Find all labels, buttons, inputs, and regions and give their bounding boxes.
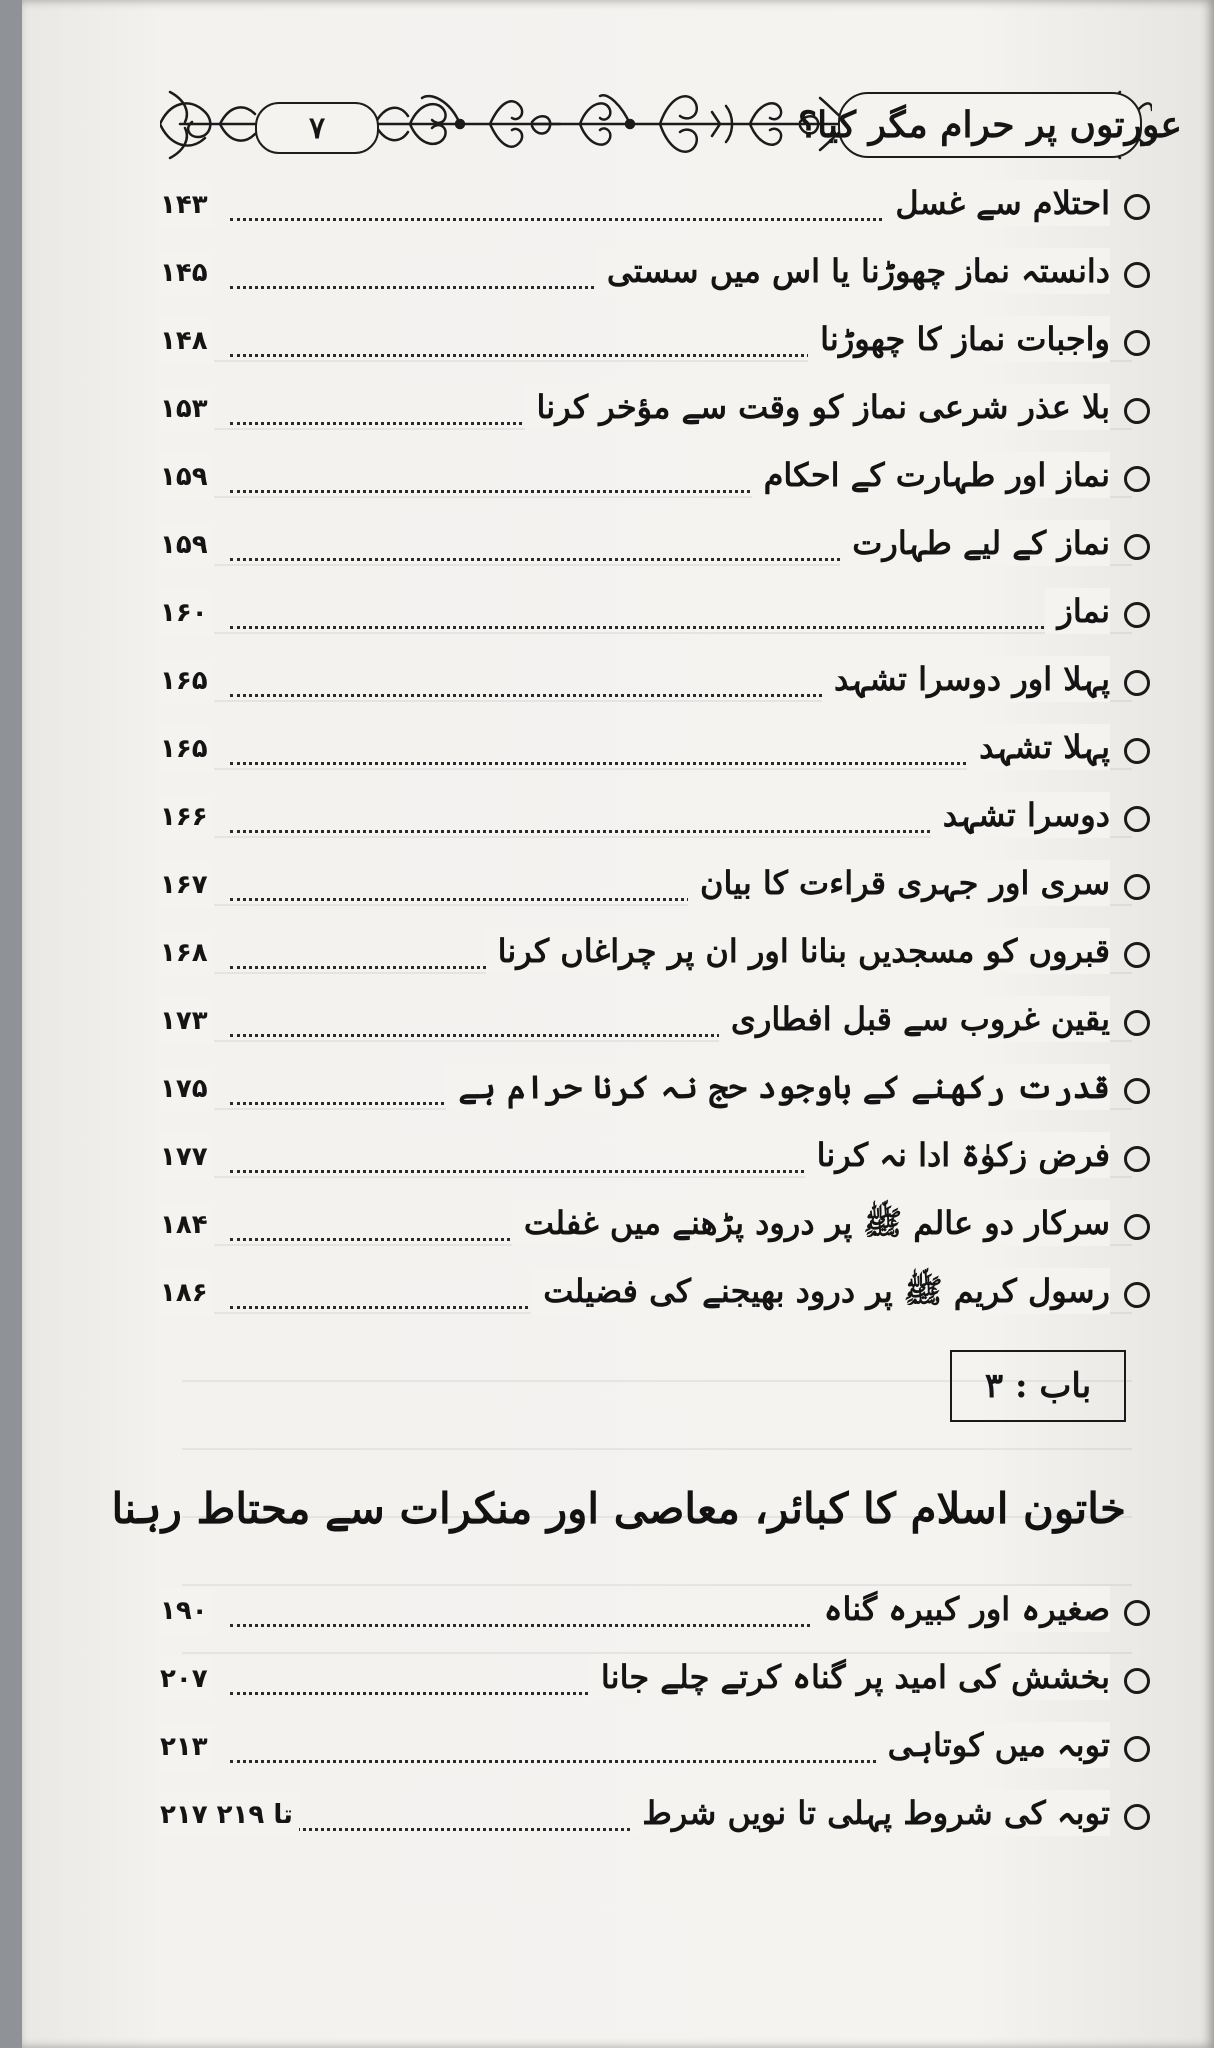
- toc-entry[interactable]: [160, 790, 1150, 858]
- circle-bullet-icon: [1124, 942, 1150, 968]
- entry-page-number: ۱۷۳: [160, 998, 214, 1044]
- page-number-frame: [255, 102, 379, 154]
- entry-title: بلا عذر شرعی نماز کو وقت سے مؤخر کرنا: [525, 384, 1110, 430]
- toc-entry[interactable]: [160, 450, 1150, 518]
- circle-bullet-icon: [1124, 670, 1150, 696]
- entry-title: صغیرہ اور کبیرہ گناہ: [812, 1586, 1110, 1632]
- toc-list-chapter-3: [160, 1584, 1150, 1856]
- entry-title: توبہ میں کوتاہی: [876, 1722, 1110, 1768]
- book-page: [22, 0, 1214, 2048]
- circle-bullet-icon: [1124, 874, 1150, 900]
- toc-entry[interactable]: [160, 1788, 1150, 1856]
- entry-page-number: ۱۶۷: [160, 862, 214, 908]
- entry-page-number: ۱۵۹: [160, 454, 214, 500]
- toc-entry[interactable]: [160, 586, 1150, 654]
- entry-title: توبہ کی شروط پہلی تا نویں شرط: [630, 1790, 1110, 1836]
- entry-page-number: ۱۵۳: [160, 386, 214, 432]
- entry-title: رسول کریم ﷺ پر درود بھیجنے کی فضیلت: [531, 1268, 1110, 1314]
- circle-bullet-icon: [1124, 1010, 1150, 1036]
- circle-bullet-icon: [1124, 194, 1150, 220]
- entry-title: سرکار دو عالم ﷺ پر درود پڑھنے میں غفلت: [512, 1200, 1110, 1246]
- entry-page-number: ۱۵۹: [160, 522, 214, 568]
- entry-title: واجبات نماز کا چھوڑنا: [808, 316, 1110, 362]
- chapter-title: خاتون اسلام کا کبائر، معاصی اور منکرات سے محتاط رہنا: [111, 1484, 1126, 1533]
- toc-entry[interactable]: [160, 1584, 1150, 1652]
- toc-entry[interactable]: [160, 314, 1150, 382]
- page-number: ۷: [308, 110, 326, 146]
- running-title: عورتوں پر حرام مگر کیا؟: [797, 104, 1183, 146]
- circle-bullet-icon: [1124, 1600, 1150, 1626]
- circle-bullet-icon: [1124, 1804, 1150, 1830]
- circle-bullet-icon: [1124, 466, 1150, 492]
- entry-page-number: ۱۶۵: [160, 658, 214, 704]
- chapter-number-box: [950, 1350, 1126, 1422]
- entry-page-number: ۱۶۸: [160, 930, 214, 976]
- toc-list: [160, 178, 1150, 1334]
- circle-bullet-icon: [1124, 1214, 1150, 1240]
- circle-bullet-icon: [1124, 262, 1150, 288]
- entry-title: سری اور جہری قراءت کا بیان: [688, 860, 1110, 906]
- entry-page-number: ۱۴۸: [160, 318, 214, 364]
- entry-title: نماز کے لیے طہارت: [840, 520, 1110, 566]
- circle-bullet-icon: [1124, 1078, 1150, 1104]
- toc-entry[interactable]: [160, 518, 1150, 586]
- entry-title: نماز: [1045, 588, 1110, 634]
- circle-bullet-icon: [1124, 1668, 1150, 1694]
- entry-title: قبروں کو مسجدیں بنانا اور ان پر چراغاں کرنا: [486, 928, 1110, 974]
- entry-title: نماز اور طہارت کے احکام: [752, 452, 1110, 498]
- toc-entry[interactable]: [160, 722, 1150, 790]
- entry-title: احتلام سے غسل: [883, 180, 1110, 226]
- toc-entry[interactable]: [160, 246, 1150, 314]
- toc-entry[interactable]: [160, 858, 1150, 926]
- toc-entry[interactable]: [160, 1266, 1150, 1334]
- circle-bullet-icon: [1124, 1146, 1150, 1172]
- circle-bullet-icon: [1124, 330, 1150, 356]
- entry-title: فرض زکوٰۃ ادا نہ کرنا: [805, 1132, 1110, 1178]
- entry-page-number: ۲۱۳: [160, 1724, 214, 1770]
- circle-bullet-icon: [1124, 1736, 1150, 1762]
- toc-entry[interactable]: [160, 382, 1150, 450]
- entry-page-number: ۱۹۰: [160, 1588, 214, 1634]
- entry-page-number: ۱۶۰: [160, 590, 214, 636]
- toc-entry[interactable]: [160, 178, 1150, 246]
- dot-leader: [230, 626, 1110, 629]
- toc-entry[interactable]: [160, 1198, 1150, 1266]
- circle-bullet-icon: [1124, 534, 1150, 560]
- entry-page-number: ۱۴۵: [160, 250, 214, 296]
- circle-bullet-icon: [1124, 738, 1150, 764]
- toc-entry[interactable]: [160, 1130, 1150, 1198]
- toc-entry[interactable]: [160, 994, 1150, 1062]
- entry-page-number: ۱۶۵: [160, 726, 214, 772]
- running-title-frame: [797, 92, 1183, 158]
- entry-title: قدرت رکھنے کے باوجود حج نہ کرنا حرام ہے: [446, 1064, 1110, 1110]
- circle-bullet-icon: [1124, 398, 1150, 424]
- toc-entry[interactable]: [160, 1652, 1150, 1720]
- entry-page-number: ۲۰۷: [160, 1656, 214, 1702]
- toc-entry[interactable]: [160, 1062, 1150, 1130]
- toc-entry[interactable]: [160, 926, 1150, 994]
- entry-title: دوسرا تشہد: [931, 792, 1110, 838]
- entry-page-number: ۱۸۴: [160, 1202, 214, 1248]
- entry-page-number: ۱۸۶: [160, 1270, 214, 1316]
- entry-title: یقین غروب سے قبل افطاری: [719, 996, 1110, 1042]
- entry-title: پہلا اور دوسرا تشہد: [822, 656, 1110, 702]
- circle-bullet-icon: [1124, 806, 1150, 832]
- entry-page-number: ۱۷۵: [160, 1066, 214, 1112]
- circle-bullet-icon: [1124, 1282, 1150, 1308]
- entry-title: دانستہ نماز چھوڑنا یا اس میں سستی: [595, 248, 1110, 294]
- page-header: [160, 82, 1183, 172]
- circle-bullet-icon: [1124, 602, 1150, 628]
- entry-title: بخشش کی امید پر گناہ کرتے چلے جانا: [589, 1654, 1110, 1700]
- entry-page-number: ۱۴۳: [160, 182, 214, 228]
- chapter-label: باب : ۳: [984, 1366, 1092, 1406]
- entry-page-number: ۱۶۶: [160, 794, 214, 840]
- entry-page-number: ۲۱۷ تا ۲۱۹: [160, 1792, 299, 1838]
- toc-entry[interactable]: [160, 654, 1150, 722]
- toc-entry[interactable]: [160, 1720, 1150, 1788]
- entry-page-number: ۱۷۷: [160, 1134, 214, 1180]
- entry-title: پہلا تشہد: [967, 724, 1110, 770]
